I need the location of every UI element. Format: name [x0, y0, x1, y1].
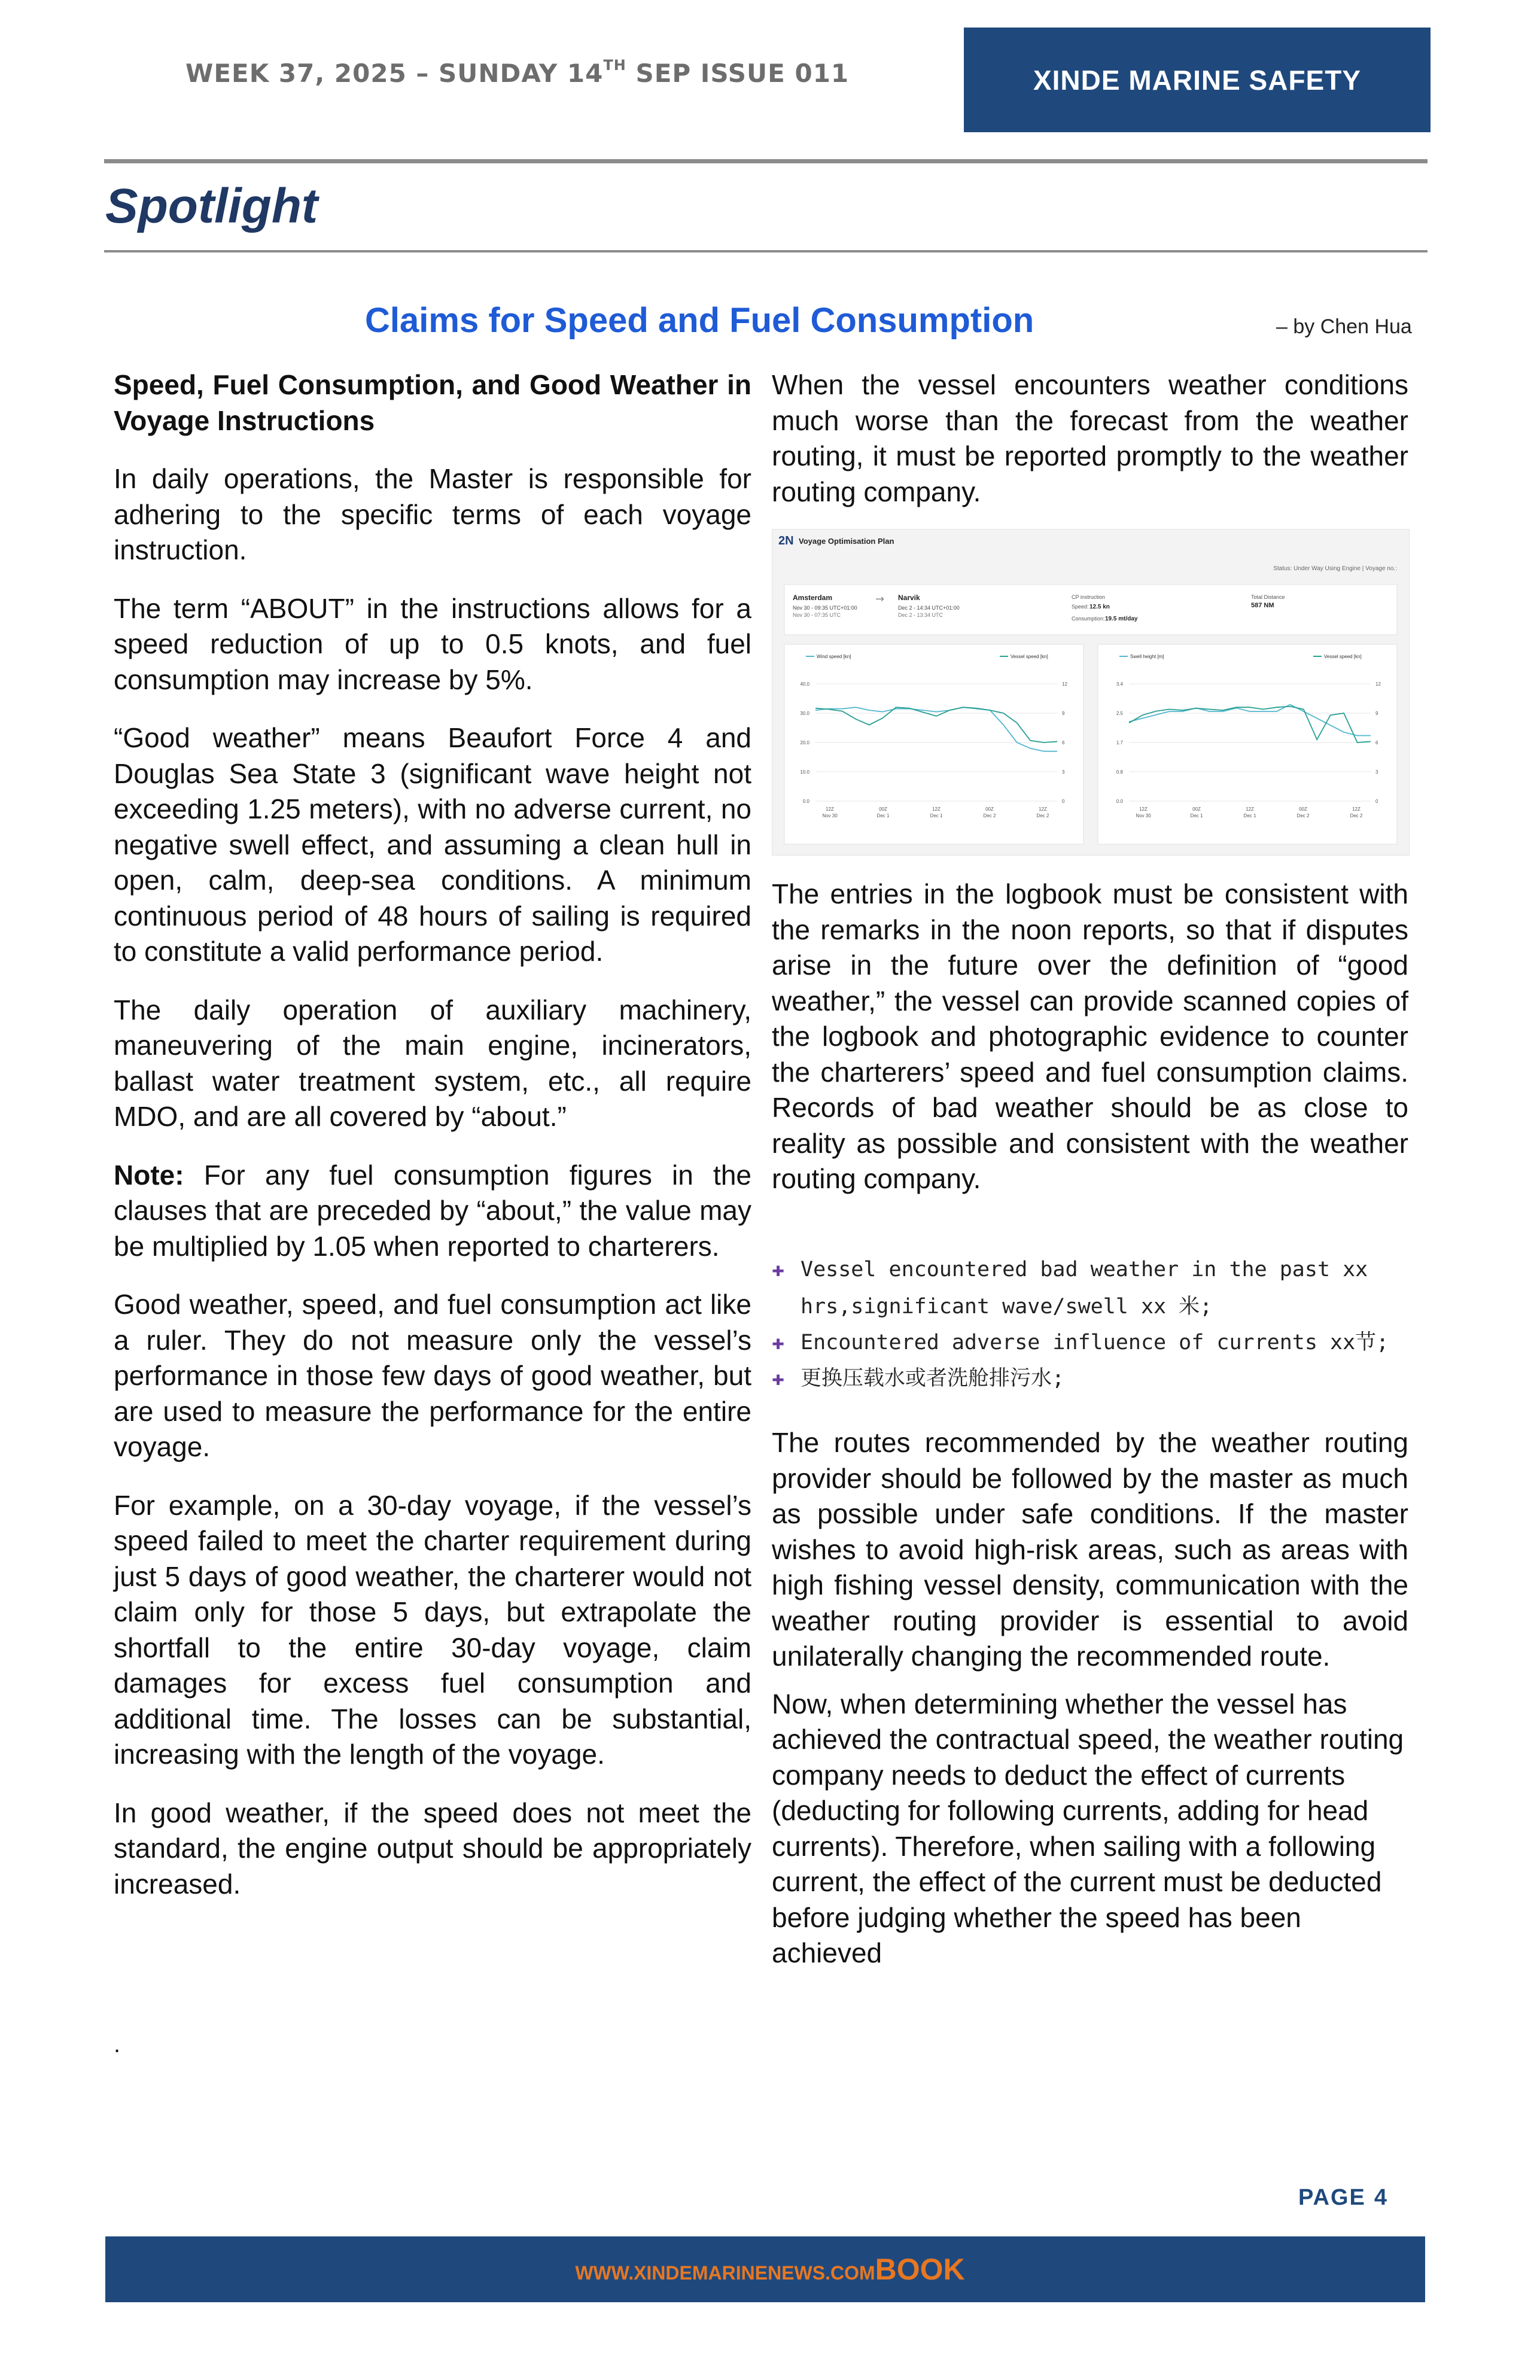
- y-tick-label-right: 0: [1062, 799, 1065, 804]
- plan-status: Status: Under Way Using Engine | Voyage no.:: [1273, 565, 1397, 572]
- from-time-utc: Nov 30 - 07:35 UTC: [793, 612, 841, 618]
- x-tick-label: Dec 2: [1036, 813, 1049, 818]
- distance-label: Total Distance: [1251, 594, 1285, 600]
- bullet-arrow-icon: ✚: [772, 1258, 785, 1282]
- logbook-remarks-image: [772, 1256, 1408, 1418]
- x-tick-label: 12Z: [1039, 806, 1047, 812]
- x-tick-label: 12Z: [1352, 806, 1361, 812]
- remark-item: ✚ Encountered adverse influence of currents xx节;: [772, 1331, 1389, 1355]
- legend-label: Vessel speed [kn]: [1324, 654, 1362, 659]
- paragraph: The term “ABOUT” in the instructions allows for a speed reduction of up to 0.5 knots, and fuel consumption may increase by 5%.: [114, 592, 751, 695]
- page-indicator: [1298, 2185, 1388, 2211]
- voyage-plan-image: [772, 529, 1410, 856]
- remark-item: ✚ 更换压载水或者洗舱排污水;: [772, 1366, 1065, 1390]
- y-tick-label-right: 0: [1375, 799, 1378, 804]
- paragraph: In good weather, if the speed does not meet the standard, the engine output should be appropriately increased.: [114, 1797, 751, 1900]
- cp-label: CP instruction: [1072, 594, 1105, 600]
- note-paragraph: [114, 1158, 751, 1265]
- legend-label: Swell height [m]: [1130, 654, 1164, 659]
- from-port: Amsterdam: [793, 594, 833, 602]
- to-port: Narvik: [898, 594, 920, 602]
- plan-title: Voyage Optimisation Plan: [799, 537, 894, 546]
- paragraph: In daily operations, the Master is responsible for adhering to the specific terms of each voyage instruction.: [114, 463, 751, 565]
- paragraph: The entries in the logbook must be consistent with the remarks in the noon reports, so that if disputes arise in the future over the definition of “good weather,” the vessel can provide scanned copies of the logbook and photographic evidence to counter the charterers’ speed and fuel consumption claims. Records of bad weather should be as close to reality as possible and consistent with the weather routing company.: [772, 878, 1408, 1194]
- note-label: Note:: [114, 1159, 184, 1191]
- arrow-right-icon: →: [875, 593, 885, 605]
- stray-period: .: [114, 2031, 121, 2058]
- y-tick-label-right: 3: [1375, 769, 1378, 775]
- x-tick-label: Dec 1: [876, 813, 890, 818]
- y-tick-label: 20.0: [800, 740, 809, 745]
- y-tick-label: 0.8: [1116, 769, 1123, 775]
- y-tick-label: 3.4: [1116, 681, 1123, 687]
- y-tick-label: 40.0: [800, 681, 809, 687]
- subheading: Speed, Fuel Consumption, and Good Weather in Voyage Instructions: [114, 369, 751, 436]
- y-tick-label-right: 3: [1062, 769, 1065, 775]
- x-tick-label: Dec 1: [1243, 813, 1256, 818]
- header-rule: [104, 159, 1428, 163]
- right-column-middle: [772, 876, 1408, 1220]
- remark-item: ✚ Vessel encountered bad weather in the past xx: [772, 1258, 1368, 1282]
- left-column: [114, 367, 751, 1925]
- x-tick-label: 12Z: [932, 806, 941, 812]
- y-tick-label: 1.7: [1116, 740, 1123, 745]
- issue-date: WEEK 37, 2025 – SUNDAY 14: [185, 59, 604, 88]
- footer-book[interactable]: BOOK: [875, 2253, 965, 2286]
- paragraph: The routes recommended by the weather routing provider should be followed by the master as much as possible under safe conditions. If the master wishes to avoid high-risk areas, such as areas with high fishing vessel density, communication with the weather routing provider is essential to avoid unilaterally changing the recommended route.: [772, 1427, 1408, 1672]
- y-tick-label-right: 6: [1375, 740, 1378, 745]
- speed-label: Speed:: [1072, 604, 1089, 610]
- x-tick-label: 12Z: [1246, 806, 1254, 812]
- y-tick-label-right: 9: [1375, 711, 1378, 716]
- from-time: Nov 30 - 09:35 UTC+01:00: [793, 605, 857, 611]
- to-time: Dec 2 - 14:34 UTC+01:00: [898, 605, 960, 611]
- consumption-value: 19.5 mt/day: [1105, 616, 1138, 622]
- paragraph: Now, when determining whether the vessel has achieved the contractual speed, the weather routing company needs to deduct the effect of currents (deducting for following currents, adding for head currents). Therefore, when sailing with a following current, the effect of the current must be deducted before judging whether the speed has been achieved: [772, 1688, 1404, 1968]
- note-text: For any fuel consumption figures in the clauses that are preceded by “about,” the value may be multiplied by 1.05 when reported to charterers.: [114, 1159, 751, 1262]
- y-tick-label-right: 9: [1062, 711, 1065, 716]
- right-column-top: [772, 367, 1408, 532]
- y-tick-label: 0.0: [802, 799, 809, 804]
- x-tick-label: Dec 2: [983, 813, 996, 818]
- x-tick-label: Dec 1: [1190, 813, 1203, 818]
- y-tick-label-right: 6: [1062, 740, 1065, 745]
- y-tick-label: 0.0: [1116, 799, 1123, 804]
- x-tick-label: Nov 30: [822, 813, 838, 818]
- x-tick-label: 00Z: [1299, 806, 1307, 812]
- article-byline: – by Chen Hua: [1276, 315, 1412, 338]
- consumption-label: Consumption:: [1072, 616, 1105, 622]
- x-tick-label: 00Z: [879, 806, 887, 812]
- paragraph: The daily operation of auxiliary machinery, maneuvering of the main engine, incinerators, ballast water treatment system, etc., all require MDO, and are all covered by “about.”: [114, 994, 751, 1132]
- x-tick-label: Dec 1: [930, 813, 943, 818]
- speed-value: 12.5 kn: [1089, 604, 1110, 610]
- section-rule: [104, 250, 1428, 252]
- to-time-utc: Dec 2 - 13:34 UTC: [898, 612, 944, 618]
- paragraph: Good weather, speed, and fuel consumption act like a ruler. They do not measure only the vessel’s performance in those few days of good weather, but are used to measure the performance for the entire voyage.: [114, 1289, 751, 1462]
- right-column-bottom: [772, 1425, 1408, 1994]
- footer-link[interactable]: [0, 2252, 1540, 2287]
- x-tick-label: 12Z: [826, 806, 834, 812]
- footer-url[interactable]: WWW.XINDEMARINENEWS.COM: [575, 2262, 875, 2284]
- distance-value: 587 NM: [1251, 602, 1274, 609]
- section-title: Spotlight: [105, 179, 318, 233]
- y-tick-label: 10.0: [800, 769, 809, 775]
- y-tick-label: 30.0: [800, 711, 809, 716]
- paragraph: “Good weather” means Beaufort Force 4 and Douglas Sea State 3 (significant wave height not exceeding 1.25 meters), with no adverse current, no negative swell effect, and assuming a clean hull in open, calm, deep-sea conditions. A minimum continuous period of 48 hours of sailing is required to constitute a valid performance period.: [114, 722, 751, 967]
- x-tick-label: Nov 30: [1136, 813, 1151, 818]
- remark-item-continued: hrs,significant wave/swell xx 米;: [801, 1295, 1213, 1319]
- issue-number: SEP ISSUE 011: [626, 59, 850, 88]
- x-tick-label: 12Z: [1139, 806, 1148, 812]
- x-tick-label: Dec 2: [1296, 813, 1310, 818]
- bullet-arrow-icon: ✚: [772, 1331, 785, 1355]
- brand-name: XINDE MARINE SAFETY: [1033, 64, 1362, 96]
- y-tick-label-right: 12: [1062, 681, 1067, 687]
- brand-banner: [964, 28, 1431, 132]
- article-title: Claims for Speed and Fuel Consumption: [365, 301, 1034, 340]
- bullet-arrow-icon: ✚: [772, 1366, 785, 1390]
- y-tick-label: 2.5: [1116, 711, 1123, 716]
- page-number: 4: [1374, 2185, 1389, 2210]
- y-tick-label-right: 12: [1375, 681, 1381, 687]
- issue-line: [185, 57, 849, 88]
- x-tick-label: Dec 2: [1350, 813, 1363, 818]
- plan-logo: 2N: [778, 534, 794, 547]
- paragraph: For example, on a 30-day voyage, if the vessel’s speed failed to meet the charter requirement during just 5 days of good weather, the charterer would not claim only for those 5 days, but extrapolate the shortfall to the entire 30-day voyage, claim damages for excess fuel consumption and additional time. The losses can be substantial, increasing with the length of the voyage.: [114, 1489, 751, 1770]
- x-tick-label: 00Z: [1192, 806, 1201, 812]
- x-tick-label: 00Z: [985, 806, 994, 812]
- paragraph: When the vessel encounters weather conditions much worse than the forecast from the weather routing, it must be reported promptly to the weather routing company.: [772, 369, 1408, 507]
- legend-label: Wind speed [kn]: [817, 654, 851, 659]
- page-label: PAGE: [1298, 2185, 1366, 2210]
- issue-date-suffix: TH: [603, 57, 626, 74]
- legend-label: Vessel speed [kn]: [1011, 654, 1048, 659]
